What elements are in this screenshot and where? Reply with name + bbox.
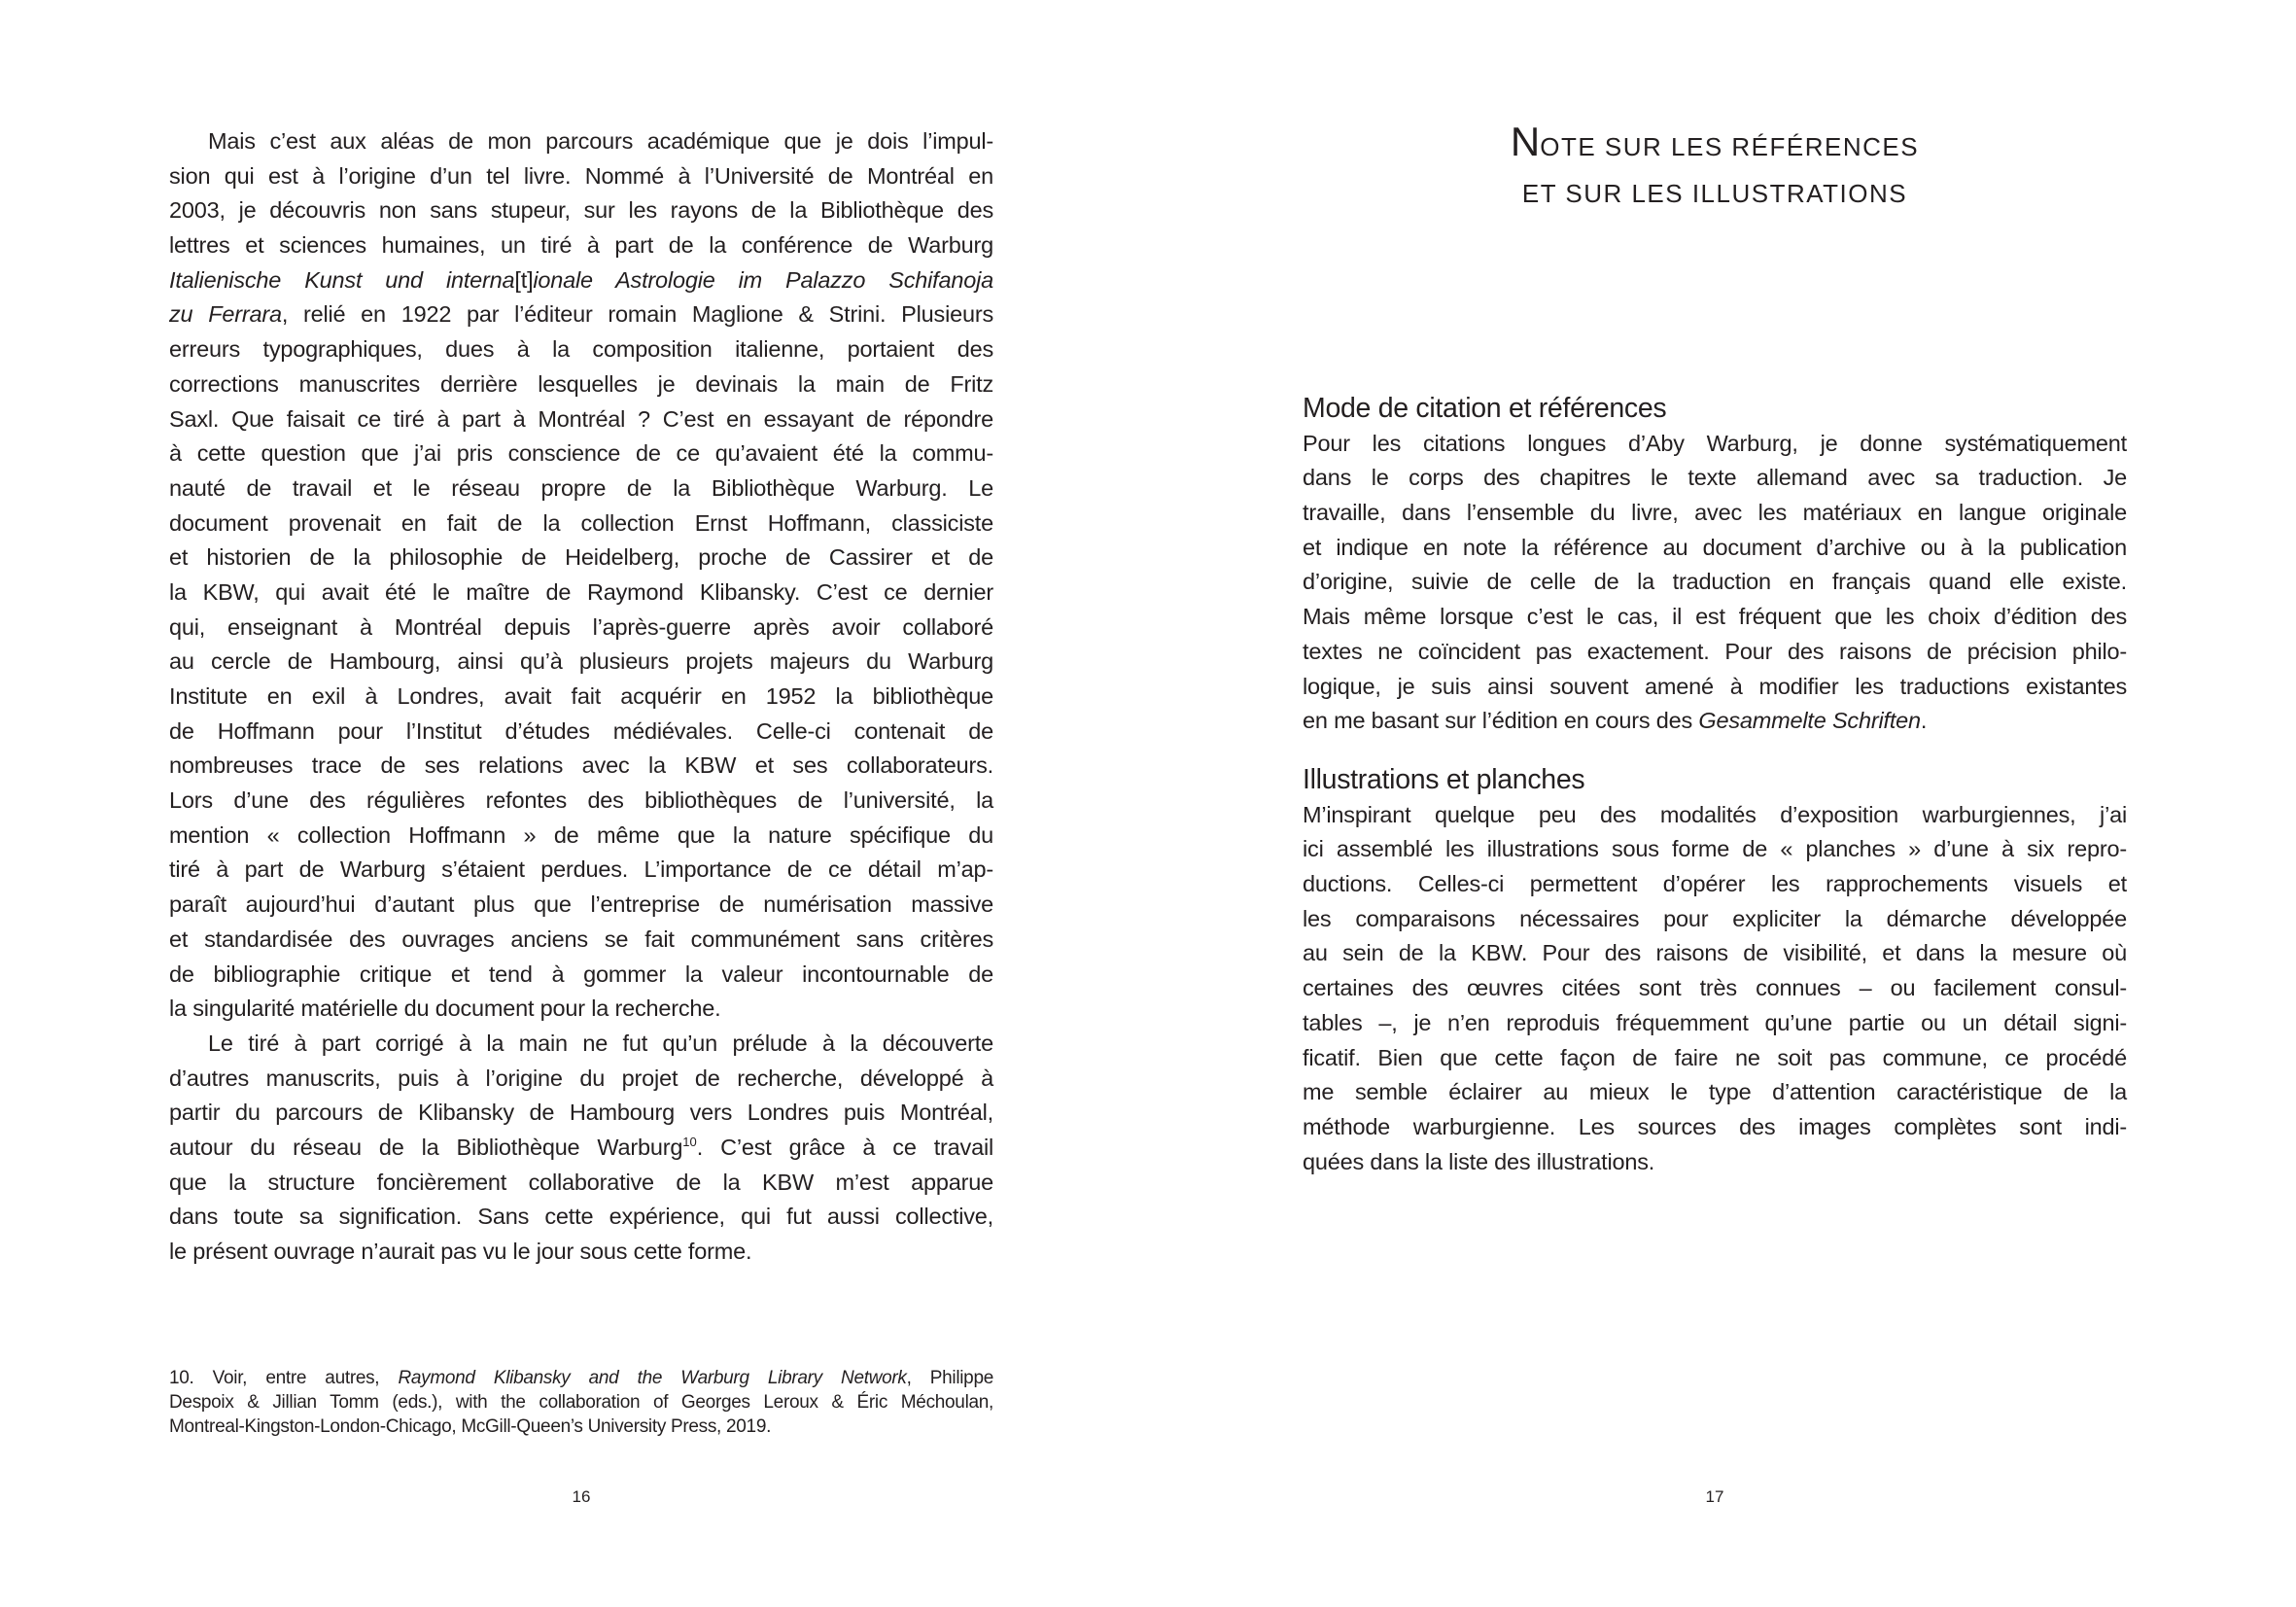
page-number-right: 17 xyxy=(1705,1487,1724,1506)
text-line xyxy=(1303,496,2127,531)
text-run: d’autres manuscrits, puis à l’origine du projet de recherche, développé à xyxy=(169,1065,993,1091)
text-run: . xyxy=(1920,708,1928,734)
text-run: la singularité matérielle du document pour la recherche. xyxy=(169,996,721,1022)
text-line xyxy=(169,645,993,680)
text-line xyxy=(1303,867,2127,902)
text-line xyxy=(1303,531,2127,566)
text-run: ici assemblé les illustrations sous forme de « planches » d’une à six repro- xyxy=(1303,836,2127,862)
text-line xyxy=(169,263,993,298)
text-line xyxy=(169,819,993,854)
text-run: dans toute sa signification. Sans cette expérience, qui fut aussi collective, xyxy=(169,1204,993,1230)
text-run: et historien de la philosophie de Heidelberg, proche de Cassirer et de xyxy=(169,544,993,571)
section-citation xyxy=(1303,392,2127,739)
section-illustrations xyxy=(1303,763,2127,1179)
text-line xyxy=(1303,902,2127,937)
text-run: qui, enseignant à Montréal depuis l’après-guerre après avoir collaboré xyxy=(169,613,993,640)
text-line xyxy=(169,992,993,1027)
text-line xyxy=(169,784,993,819)
text-run: dans le corps des chapitres le texte allemand avec sa traduction. Je xyxy=(1303,465,2127,491)
text-run: tables –, je n’en reproduis fréquemment qu’une partie ou un détail signi- xyxy=(1303,1009,2127,1035)
text-run: [t] xyxy=(514,266,534,293)
text-run: Despoix & Jillian Tomm (eds.), with the collaboration of Georges Leroux & Éric Méchoulan, xyxy=(169,1392,993,1413)
text-run: Montreal-Kingston-London-Chicago, McGill-Queen’s University Press, 2019. xyxy=(169,1416,772,1437)
text-run: Pour les citations longues d’Aby Warburg, je donne systématiquement xyxy=(1303,430,2127,456)
text-run: lettres et sciences humaines, un tiré à part de la conférence de Warburg xyxy=(169,232,993,259)
text-line xyxy=(169,1166,993,1201)
text-run: paraît aujourd’hui d’autant plus que l’entreprise de numérisation massive xyxy=(169,891,993,918)
text-run: au sein de la KBW. Pour des raisons de visibilité, et dans la mesure où xyxy=(1303,940,2127,966)
text-run: la KBW, qui avait été le maître de Raymond Klibansky. C’est ce dernier xyxy=(169,578,993,605)
text-line xyxy=(169,297,993,332)
section-citation-body xyxy=(1303,427,2127,739)
text-line xyxy=(169,1200,993,1235)
italic-text: Raymond Klibansky and the Warburg Library Network xyxy=(398,1368,907,1388)
text-line xyxy=(169,1096,993,1131)
text-run: de Hoffmann pour l’Institut d’études médiévales. Celle-ci contenait de xyxy=(169,717,993,744)
text-run: de bibliographie critique et tend à gommer la valeur incontournable de xyxy=(169,961,993,987)
text-line xyxy=(169,332,993,367)
text-line xyxy=(1303,971,2127,1006)
text-line xyxy=(169,853,993,888)
page-number-left: 16 xyxy=(572,1487,591,1506)
text-run: Lors d’une des régulières refontes des bibliothèques de l’université, la xyxy=(169,787,993,814)
text-line xyxy=(1303,1006,2127,1041)
text-run: logique, je suis ainsi souvent amené à modifier les traductions existantes xyxy=(1303,673,2127,699)
title-line1-rest: OTE SUR LES RÉFÉRENCES xyxy=(1540,132,1920,161)
text-line xyxy=(169,680,993,715)
text-line xyxy=(1303,1145,2127,1180)
text-run: , Philippe xyxy=(906,1368,993,1388)
text-run: que la structure foncièrement collaborative de la KBW m’est apparue xyxy=(169,1169,993,1195)
text-line xyxy=(169,1390,993,1415)
text-run: et indique en note la référence au document d’archive ou à la publication xyxy=(1303,534,2127,560)
text-line xyxy=(1303,1110,2127,1145)
text-run: méthode warburgienne. Les sources des images complètes sont indi- xyxy=(1303,1113,2127,1139)
text-line xyxy=(1303,600,2127,635)
text-run: travaille, dans l’ensemble du livre, avec les matériaux en langue originale xyxy=(1303,500,2127,526)
text-line xyxy=(1303,1075,2127,1110)
text-run: ficatif. Bien que cette façon de faire ne soit pas commune, ce procédé xyxy=(1303,1044,2127,1070)
italic-text: Gesammelte Schriften xyxy=(1698,708,1921,734)
text-run: d’origine, suivie de celle de la traduction en français quand elle existe. xyxy=(1303,569,2127,595)
text-run: les comparaisons nécessaires pour expliciter la démarche développée xyxy=(1303,905,2127,931)
text-line xyxy=(169,124,993,159)
text-run: Saxl. Que faisait ce tiré à part à Montréal ? C’est en essayant de répondre xyxy=(169,405,993,432)
text-line xyxy=(1303,461,2127,496)
text-line xyxy=(169,193,993,228)
text-run: nombreuses trace de ses relations avec la KBW et ses collaborateurs. xyxy=(169,752,993,779)
text-line xyxy=(169,228,993,263)
section-illustrations-body xyxy=(1303,798,2127,1180)
text-line xyxy=(169,715,993,750)
text-line xyxy=(1303,670,2127,705)
section-heading-illustrations: Illustrations et planches xyxy=(1303,764,1585,795)
text-run: le présent ouvrage n’aurait pas vu le jour sous cette forme. xyxy=(169,1239,752,1264)
chapter-title-line-2: ET SUR LES ILLUSTRATIONS xyxy=(1521,179,1908,208)
text-line xyxy=(169,507,993,541)
text-run: Le tiré à part corrigé à la main ne fut qu’un prélude à la découverte xyxy=(208,1030,993,1056)
text-run: 2003, je découvris non sans stupeur, sur les rayons de la Bibliothèque des xyxy=(169,197,993,224)
left-body-text xyxy=(169,124,993,1270)
footnote-10 xyxy=(169,1366,993,1439)
section-heading-citation: Mode de citation et références xyxy=(1303,393,1667,424)
text-line xyxy=(169,1062,993,1097)
text-run: 10. Voir, entre autres, xyxy=(169,1368,399,1388)
text-line xyxy=(169,576,993,611)
footnote-ref: 10 xyxy=(682,1134,697,1149)
text-line xyxy=(1303,936,2127,971)
text-line xyxy=(169,923,993,958)
text-line xyxy=(1303,1041,2127,1076)
text-line xyxy=(169,367,993,402)
text-run: ductions. Celles-ci permettent d’opérer les rapprochements visuels et xyxy=(1303,871,2127,897)
text-run: Mais même lorsque c’est le cas, il est fréquent que les choix d’édition des xyxy=(1303,604,2127,630)
right-page xyxy=(1148,0,2296,1607)
text-run: erreurs typographiques, dues à la composition italienne, portaient des xyxy=(169,336,993,363)
text-run: . C’est grâce à ce travail xyxy=(696,1134,993,1160)
text-line xyxy=(169,1366,993,1390)
text-line xyxy=(1303,427,2127,462)
italic-text: zu Ferrara xyxy=(169,301,282,328)
text-line xyxy=(169,1131,993,1166)
text-run: mention « collection Hoffmann » de même que la nature spécifique du xyxy=(169,821,993,848)
text-run: corrections manuscrites derrière lesquelles je devinais la main de Fritz xyxy=(169,370,993,397)
chapter-title-line-1 xyxy=(1303,119,2127,170)
text-line xyxy=(1303,704,2127,739)
text-run: partir du parcours de Klibansky de Hambourg vers Londres puis Montréal, xyxy=(169,1100,993,1126)
text-run: en me basant sur l’édition en cours des xyxy=(1303,708,1699,734)
text-run: document provenait en fait de la collection Ernst Hoffmann, classiciste xyxy=(169,509,993,536)
text-line xyxy=(169,541,993,576)
text-line xyxy=(169,1235,993,1270)
text-run: M’inspirant quelque peu des modalités d’exposition warburgiennes, j’ai xyxy=(1303,801,2127,827)
text-run: quées dans la liste des illustrations. xyxy=(1303,1148,1655,1174)
text-run: textes ne coïncident pas exactement. Pour des raisons de précision philo- xyxy=(1303,638,2127,664)
text-line xyxy=(1303,565,2127,600)
text-line xyxy=(169,402,993,437)
text-line xyxy=(169,1027,993,1062)
text-line xyxy=(169,888,993,923)
chapter-title xyxy=(1303,119,2127,217)
text-run: me semble éclairer au mieux le type d’attention caractéristique de la xyxy=(1303,1079,2127,1105)
text-run: et standardisée des ouvrages anciens se fait communément sans critères xyxy=(169,926,993,952)
text-line xyxy=(169,749,993,784)
text-run: certaines des œuvres citées sont très connues – ou facilement consul- xyxy=(1303,975,2127,1001)
text-run: , relié en 1922 par l’éditeur romain Maglione & Strini. Plusieurs xyxy=(281,301,994,328)
italic-text: ionale Astrologie im Palazzo Schifanoja xyxy=(533,266,993,293)
text-line xyxy=(169,611,993,646)
text-run: Institute en exil à Londres, avait fait acquérir en 1952 la bibliothèque xyxy=(169,683,993,709)
text-line xyxy=(169,159,993,194)
text-line xyxy=(169,472,993,507)
text-line xyxy=(169,958,993,993)
text-line xyxy=(1303,832,2127,867)
text-run: au cercle de Hambourg, ainsi qu’à plusieurs projets majeurs du Warburg xyxy=(169,648,993,675)
text-run: sion qui est à l’origine d’un tel livre. Nommé à l’Université de Montréal en xyxy=(169,162,993,189)
text-line xyxy=(169,437,993,472)
title-initial: N xyxy=(1510,119,1541,164)
text-run: tiré à part de Warburg s’étaient perdues. L’importance de ce détail m’ap- xyxy=(169,856,993,883)
text-run: à cette question que j’ai pris conscience de ce qu’avaient été la commu- xyxy=(169,440,993,467)
text-run: autour du réseau de la Bibliothèque Warburg xyxy=(169,1134,683,1160)
text-run: nauté de travail et le réseau propre de la Bibliothèque Warburg. Le xyxy=(169,474,993,501)
italic-text: Italienische Kunst und interna xyxy=(169,266,515,293)
text-run: Mais c’est aux aléas de mon parcours académique que je dois l’impul- xyxy=(208,128,993,154)
text-line xyxy=(1303,635,2127,670)
text-line xyxy=(1303,798,2127,833)
text-line xyxy=(169,1415,993,1439)
